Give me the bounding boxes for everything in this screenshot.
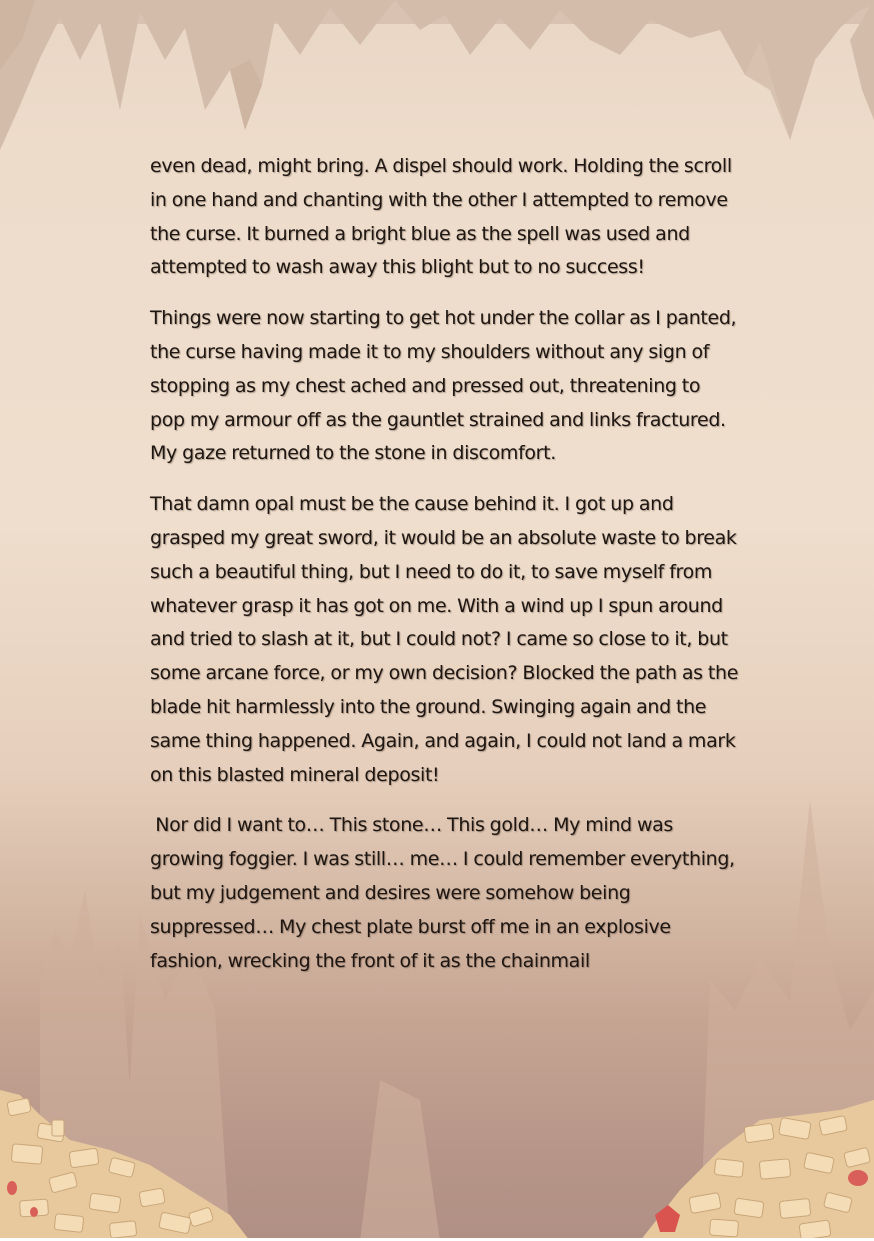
paragraph-4: Nor did I want to… This stone… This gold… My mind was growing foggier. I was still… me… I could remember everything, but my judgement and desires were somehow being suppressed… My chest plate burst off me in an explosive fashion, wrecking the front of it as the chainmail <box>150 814 740 972</box>
paragraph-3: That damn opal must be the cause behind it. I got up and grasped my great sword, it would be an absolute waste to break such a beautiful thing, but I need to do it, to save myself from whatever grasp it has got on me. With a wind up I spun around and tried to slash at it, but I could not? I came so close to it, but some arcane force, or my own decision? Blocked the path as the blade hit harmlessly into the ground. Swinging again and the same thing happened. Again, and again, I could not land a mark on this blasted mineral deposit! <box>150 493 739 786</box>
paragraph-1: even dead, might bring. A dispel should work. Holding the scroll in one hand and chanting with the other I attempted to remove the curse. It burned a bright blue as the spell was used and attempted to wash away this blight but to no success! <box>150 155 732 279</box>
paragraph-2: Things were now starting to get hot under the collar as I panted, the curse having made it to my shoulders without any sign of stopping as my chest ached and pressed out, threatening to pop my armour off as the gauntlet strained and links fractured. My gaze returned to the stone in discomfort. <box>150 307 737 465</box>
document-body <box>150 150 740 995</box>
